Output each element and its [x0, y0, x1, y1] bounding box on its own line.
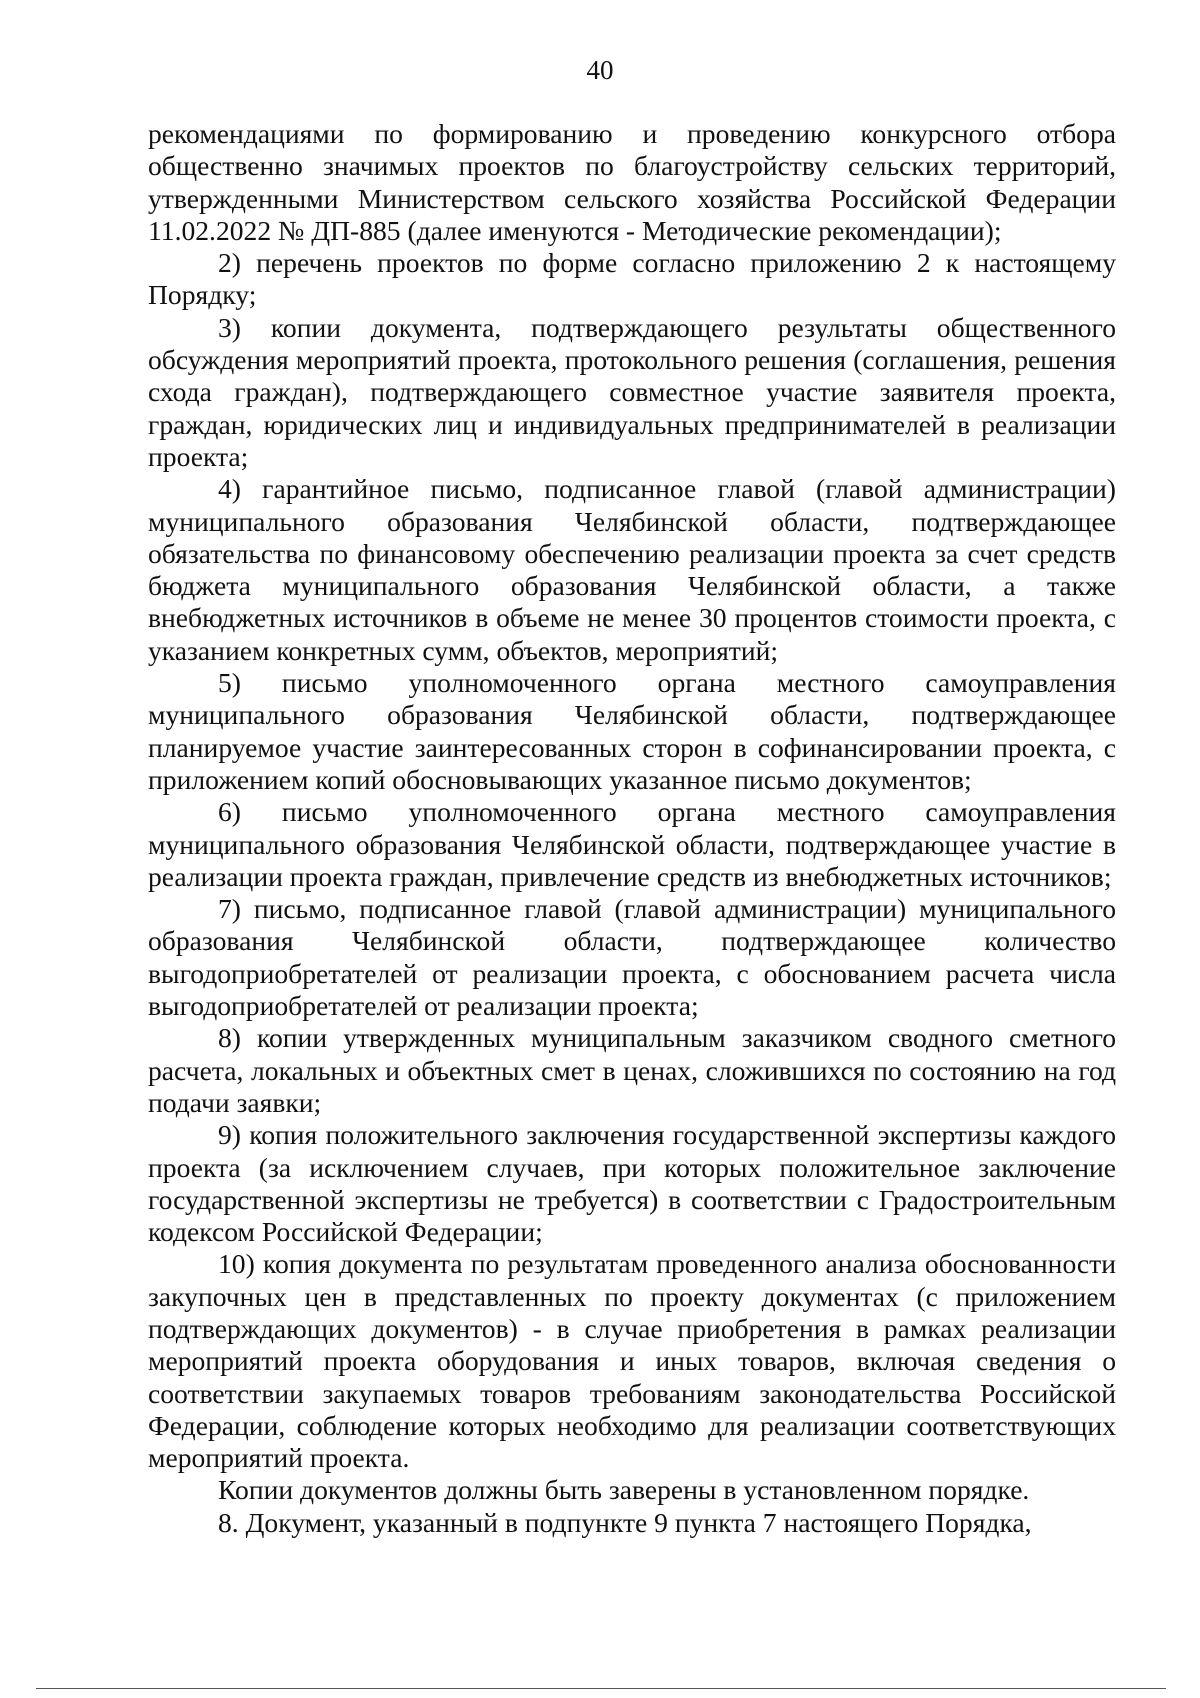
bottom-divider — [36, 1688, 1166, 1689]
certification-note: Копии документов должны быть заверены в установленном порядке. — [218, 1474, 1030, 1506]
list-item-8: 8) копии утвержденных муниципальным заказчиком сводного сметного расчета, локальных и объектных смет в ценах, сложившихся по состоянию на год подачи заявки; — [148, 1022, 1116, 1118]
paragraph-continuation: рекомендациями по формированию и проведению конкурсного отбора общественно значимых проектов по благоустройству сельских территорий, утвержденными Министерством сельского хозяйства Российской Федерации 11.02.2022 № ДП-885 (далее именуются - Методические рекомендации); — [148, 118, 1116, 246]
list-item-3: 3) копии документа, подтверждающего результаты общественного обсуждения мероприятий проекта, протокольного решения (соглашения, решения схода граждан), подтверждающего совместное участие заявителя проекта, граждан, юридических лиц и индивидуальных предпринимателей в реализации проекта; — [148, 311, 1116, 472]
section-8-start: 8. Документ, указанный в подпункте 9 пункта 7 настоящего Порядка, — [218, 1506, 1032, 1538]
list-item-2: 2) перечень проектов по форме согласно приложению 2 к настоящему Порядку; — [148, 247, 1116, 311]
list-item-7: 7) письмо, подписанное главой (главой администрации) муниципального образования Челябинской области, подтверждающее количество выгодоприобретателей от реализации проекта, с обоснованием расчета числа выгодоприобретателей от реализации проекта; — [148, 893, 1116, 1022]
list-item-5: 5) письмо уполномоченного органа местного самоуправления муниципального образования Челябинской области, подтверждающее планируемое участие заинтересованных сторон в софинансировании проекта, с приложением копий обосновывающих указанное письмо документов; — [148, 667, 1116, 795]
list-item-6: 6) письмо уполномоченного органа местного самоуправления муниципального образования Челябинской области, подтверждающее участие в реализации проекта граждан, привлечение средств из внебюджетных источников; — [148, 796, 1116, 892]
list-item-4: 4) гарантийное письмо, подписанное главой (главой администрации) муниципального образования Челябинской области, подтверждающее обязательства по финансовому обеспечению реализации проекта за счет средств бюджета муниципального образования Челябинской области, а также внебюджетных источников в объеме не менее 30 процентов стоимости проекта, с указанием конкретных сумм, объектов, мероприятий; — [148, 473, 1116, 666]
document-body — [148, 118, 1116, 1539]
list-item-9: 9) копия положительного заключения государственной экспертизы каждого проекта (за исключением случаев, при которых положительное заключение государственной экспертизы не требуется) в соответствии с Градостроительным кодексом Российской Федерации; — [148, 1119, 1116, 1248]
page-number: 40 — [586, 55, 614, 85]
list-item-10: 10) копия документа по результатам проведенного анализа обоснованности закупочных цен в представленных по проекту документах (с приложением подтверждающих документов) - в случае приобретения в рамках реализации мероприятий проекта оборудования и иных товаров, включая сведения о соответствии закупаемых товаров требованиям законодательства Российской Федерации, соблюдение которых необходимо для реализации соответствующих мероприятий проекта. — [148, 1248, 1116, 1474]
